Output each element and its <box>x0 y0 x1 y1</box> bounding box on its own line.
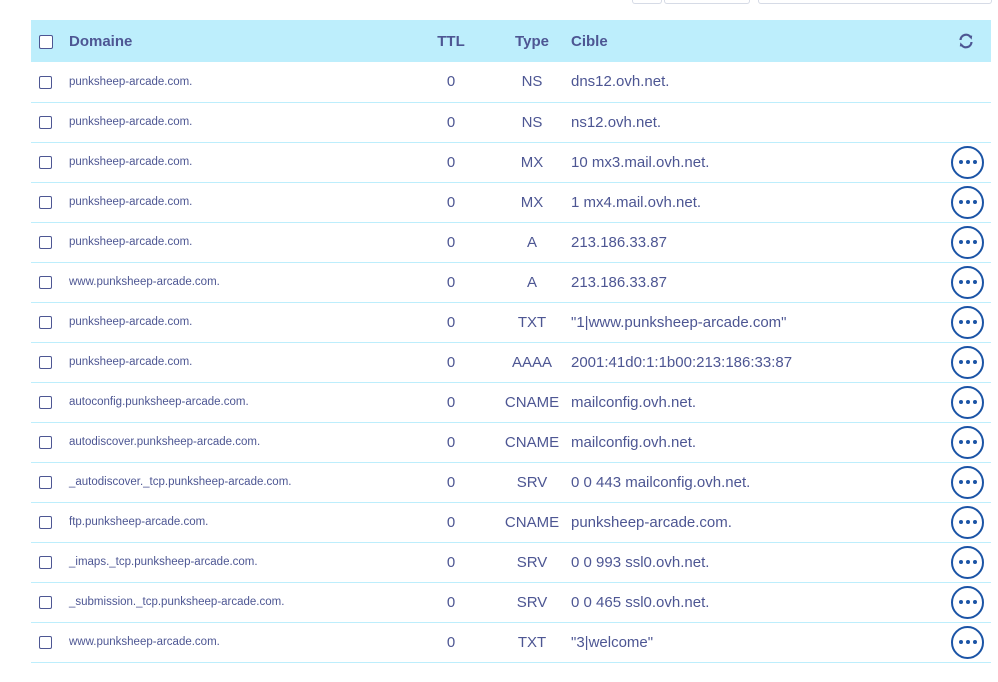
row-checkbox-cell <box>31 622 69 662</box>
target-cell: 213.186.33.87 <box>571 233 667 251</box>
toolbar-button[interactable] <box>632 0 662 4</box>
row-actions-button[interactable] <box>951 146 984 179</box>
actions-cell <box>923 62 991 102</box>
row-actions-button[interactable] <box>951 346 984 379</box>
target-cell: "1|www.punksheep-arcade.com" <box>571 313 787 331</box>
ellipsis-icon <box>973 600 977 604</box>
actions-cell <box>923 462 991 502</box>
actions-cell <box>923 382 991 422</box>
table-header-row <box>31 20 991 62</box>
toolbar-select[interactable] <box>664 0 750 4</box>
row-actions-button[interactable] <box>951 226 984 259</box>
type-cell: NS <box>521 73 543 91</box>
ttl-cell: 0 <box>446 633 456 651</box>
type-cell: MX <box>520 193 544 211</box>
row-checkbox[interactable] <box>39 436 52 449</box>
table-row <box>31 542 991 582</box>
type-cell: A <box>526 233 537 251</box>
type-cell: A <box>526 273 537 291</box>
table-row <box>31 622 991 662</box>
ellipsis-icon <box>966 200 970 204</box>
ttl-cell: 0 <box>446 473 456 491</box>
actions-cell <box>923 542 991 582</box>
row-checkbox[interactable] <box>39 316 52 329</box>
row-checkbox-cell <box>31 262 69 302</box>
ellipsis-icon <box>959 520 963 524</box>
ellipsis-icon <box>959 240 963 244</box>
ttl-cell: 0 <box>446 393 456 411</box>
row-checkbox-cell <box>31 302 69 342</box>
actions-cell <box>923 302 991 342</box>
ellipsis-icon <box>959 160 963 164</box>
ellipsis-icon <box>966 400 970 404</box>
type-cell: SRV <box>516 593 548 611</box>
type-cell: SRV <box>516 473 548 491</box>
ellipsis-icon <box>973 240 977 244</box>
ellipsis-icon <box>966 360 970 364</box>
actions-cell <box>923 342 991 382</box>
ellipsis-icon <box>966 480 970 484</box>
target-cell: mailconfig.ovh.net. <box>571 433 697 451</box>
ttl-cell: 0 <box>446 113 456 131</box>
ellipsis-icon <box>973 200 977 204</box>
ellipsis-icon <box>959 600 963 604</box>
ellipsis-icon <box>959 480 963 484</box>
ellipsis-icon <box>959 360 963 364</box>
type-cell: AAAA <box>511 353 553 371</box>
target-cell: punksheep-arcade.com. <box>571 513 732 531</box>
row-actions-button[interactable] <box>951 186 984 219</box>
row-checkbox-cell <box>31 102 69 142</box>
table-row <box>31 62 991 102</box>
target-cell: "3|welcome" <box>571 633 654 651</box>
target-cell: 213.186.33.87 <box>571 273 667 291</box>
select-all-checkbox[interactable] <box>39 35 53 49</box>
row-checkbox[interactable] <box>39 596 52 609</box>
domain-cell: punksheep-arcade.com. <box>69 156 193 168</box>
ellipsis-icon <box>959 280 963 284</box>
header-checkbox-cell <box>31 20 69 62</box>
table-row <box>31 102 991 142</box>
ellipsis-icon <box>973 400 977 404</box>
row-actions-button[interactable] <box>951 306 984 339</box>
ttl-cell: 0 <box>446 273 456 291</box>
ttl-cell: 0 <box>446 553 456 571</box>
ttl-cell: 0 <box>446 593 456 611</box>
row-checkbox[interactable] <box>39 156 52 169</box>
ttl-cell: 0 <box>446 153 456 171</box>
type-cell: CNAME <box>504 513 560 531</box>
ellipsis-icon <box>973 360 977 364</box>
ttl-cell: 0 <box>446 353 456 371</box>
row-checkbox[interactable] <box>39 516 52 529</box>
ellipsis-icon <box>966 280 970 284</box>
actions-cell <box>923 422 991 462</box>
domain-cell: www.punksheep-arcade.com. <box>69 636 220 648</box>
actions-cell <box>923 102 991 142</box>
ellipsis-icon <box>966 600 970 604</box>
table-row <box>31 222 991 262</box>
target-cell: 2001:41d0:1:1b00:213:186:33:87 <box>571 353 793 371</box>
row-checkbox[interactable] <box>39 236 52 249</box>
row-checkbox-cell <box>31 462 69 502</box>
ellipsis-icon <box>959 640 963 644</box>
target-cell: ns12.ovh.net. <box>571 113 662 131</box>
toolbar-remnant <box>0 0 998 4</box>
domain-cell: punksheep-arcade.com. <box>69 356 193 368</box>
header-actions-cell <box>923 20 991 62</box>
actions-cell <box>923 502 991 542</box>
target-cell: 0 0 465 ssl0.ovh.net. <box>571 593 710 611</box>
type-cell: SRV <box>516 553 548 571</box>
row-checkbox[interactable] <box>39 476 52 489</box>
ellipsis-icon <box>966 320 970 324</box>
column-header-ttl[interactable]: TTL <box>437 32 465 50</box>
row-checkbox-cell <box>31 142 69 182</box>
actions-cell <box>923 262 991 302</box>
row-checkbox[interactable] <box>39 396 52 409</box>
actions-cell <box>923 142 991 182</box>
ttl-cell: 0 <box>446 73 456 91</box>
target-cell: dns12.ovh.net. <box>571 73 670 91</box>
type-cell: CNAME <box>504 433 560 451</box>
domain-cell: www.punksheep-arcade.com. <box>69 276 220 288</box>
ellipsis-icon <box>973 560 977 564</box>
ellipsis-icon <box>966 640 970 644</box>
column-header-type[interactable]: Type <box>515 32 549 50</box>
ttl-cell: 0 <box>446 193 456 211</box>
actions-cell <box>923 182 991 222</box>
ellipsis-icon <box>973 640 977 644</box>
type-cell: NS <box>521 113 543 131</box>
ellipsis-icon <box>959 440 963 444</box>
row-checkbox-cell <box>31 222 69 262</box>
row-actions-button[interactable] <box>951 626 984 659</box>
dns-zone-table <box>31 20 991 663</box>
table-row <box>31 262 991 302</box>
row-checkbox[interactable] <box>39 356 52 369</box>
table-row <box>31 182 991 222</box>
row-actions-button[interactable] <box>951 386 984 419</box>
ttl-cell: 0 <box>446 513 456 531</box>
table-row <box>31 142 991 182</box>
domain-cell: _submission._tcp.punksheep-arcade.com. <box>69 596 285 608</box>
ttl-cell: 0 <box>446 433 456 451</box>
domain-cell: punksheep-arcade.com. <box>69 116 193 128</box>
type-cell: TXT <box>517 313 547 331</box>
domain-cell: punksheep-arcade.com. <box>69 316 193 328</box>
target-cell: 10 mx3.mail.ovh.net. <box>571 153 710 171</box>
table-row <box>31 302 991 342</box>
ellipsis-icon <box>959 200 963 204</box>
table-row <box>31 342 991 382</box>
row-checkbox[interactable] <box>39 196 52 209</box>
column-header-cible[interactable]: Cible <box>571 32 608 50</box>
row-actions-button[interactable] <box>951 506 984 539</box>
ttl-cell: 0 <box>446 313 456 331</box>
actions-cell <box>923 622 991 662</box>
domain-cell: punksheep-arcade.com. <box>69 75 193 88</box>
domain-cell: _autodiscover._tcp.punksheep-arcade.com. <box>69 476 292 488</box>
row-actions-button[interactable] <box>951 546 984 579</box>
ellipsis-icon <box>973 320 977 324</box>
domain-cell: punksheep-arcade.com. <box>69 196 193 208</box>
row-checkbox[interactable] <box>39 276 52 289</box>
ellipsis-icon <box>973 520 977 524</box>
ellipsis-icon <box>966 440 970 444</box>
row-checkbox-cell <box>31 502 69 542</box>
table-row <box>31 462 991 502</box>
row-checkbox[interactable] <box>39 76 52 89</box>
row-checkbox-cell <box>31 582 69 622</box>
ellipsis-icon <box>959 400 963 404</box>
domain-cell: punksheep-arcade.com. <box>69 236 193 248</box>
row-actions-button[interactable] <box>951 466 984 499</box>
ellipsis-icon <box>966 560 970 564</box>
row-checkbox-cell <box>31 382 69 422</box>
row-checkbox[interactable] <box>39 116 52 129</box>
search-input[interactable] <box>758 0 992 4</box>
ellipsis-icon <box>973 480 977 484</box>
domain-cell: ftp.punksheep-arcade.com. <box>69 516 209 528</box>
domain-cell: _imaps._tcp.punksheep-arcade.com. <box>69 556 258 568</box>
row-checkbox-cell <box>31 182 69 222</box>
ellipsis-icon <box>973 440 977 444</box>
domain-cell: autoconfig.punksheep-arcade.com. <box>69 396 249 408</box>
table-row <box>31 582 991 622</box>
target-cell: mailconfig.ovh.net. <box>571 393 697 411</box>
refresh-icon[interactable] <box>957 32 975 50</box>
actions-cell <box>923 222 991 262</box>
row-actions-button[interactable] <box>951 266 984 299</box>
ellipsis-icon <box>973 280 977 284</box>
ellipsis-icon <box>973 160 977 164</box>
ttl-cell: 0 <box>446 233 456 251</box>
ellipsis-icon <box>966 240 970 244</box>
type-cell: TXT <box>517 633 547 651</box>
domain-cell: autodiscover.punksheep-arcade.com. <box>69 436 261 448</box>
ellipsis-icon <box>966 160 970 164</box>
target-cell: 1 mx4.mail.ovh.net. <box>571 193 702 211</box>
actions-cell <box>923 582 991 622</box>
ellipsis-icon <box>959 560 963 564</box>
row-checkbox-cell <box>31 62 69 102</box>
type-cell: MX <box>520 153 544 171</box>
ellipsis-icon <box>966 520 970 524</box>
row-checkbox-cell <box>31 542 69 582</box>
target-cell: 0 0 993 ssl0.ovh.net. <box>571 553 710 571</box>
row-checkbox[interactable] <box>39 636 52 649</box>
row-checkbox-cell <box>31 342 69 382</box>
target-cell: 0 0 443 mailconfig.ovh.net. <box>571 473 751 491</box>
row-checkbox-cell <box>31 422 69 462</box>
table-row <box>31 502 991 542</box>
table-row <box>31 422 991 462</box>
row-actions-button[interactable] <box>951 586 984 619</box>
ellipsis-icon <box>959 320 963 324</box>
table-row <box>31 382 991 422</box>
column-header-domaine[interactable]: Domaine <box>69 32 133 50</box>
row-checkbox[interactable] <box>39 556 52 569</box>
row-actions-button[interactable] <box>951 426 984 459</box>
type-cell: CNAME <box>504 393 560 411</box>
